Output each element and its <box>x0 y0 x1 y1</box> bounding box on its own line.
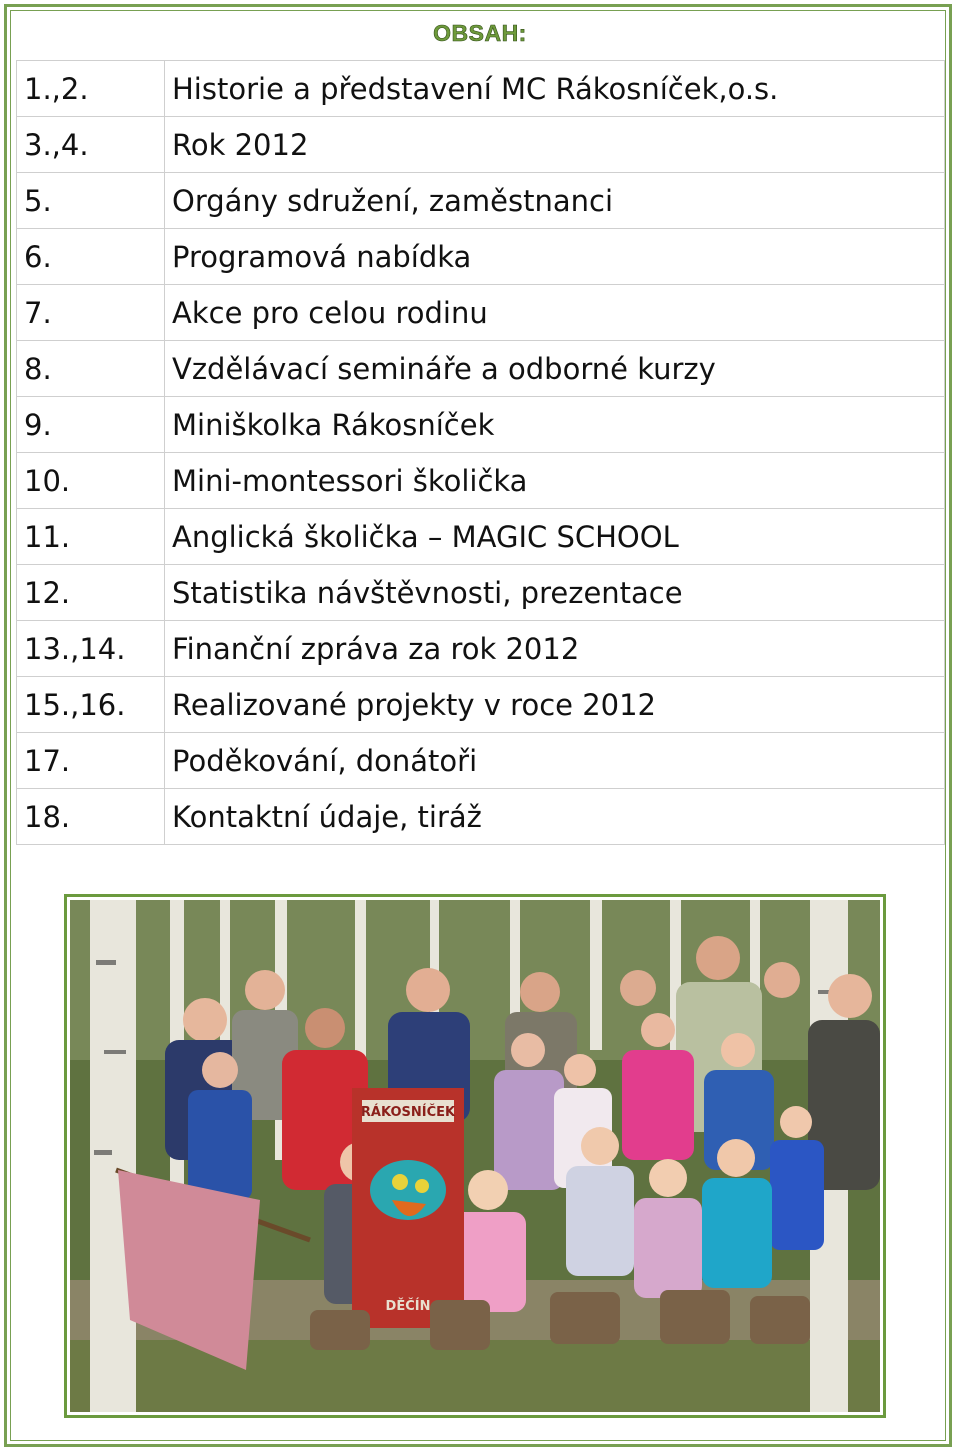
toc-page-number: 5. <box>17 173 165 229</box>
toc-section-title: Mini-montessori školička <box>165 453 945 509</box>
toc-section-title: Vzdělávací semináře a odborné kurzy <box>165 341 945 397</box>
toc-page-number: 3.,4. <box>17 117 165 173</box>
toc-page-number: 17. <box>17 733 165 789</box>
toc-page-number: 9. <box>17 397 165 453</box>
toc-page-number: 8. <box>17 341 165 397</box>
toc-row <box>17 341 945 397</box>
banner-bottom-text: DĚČÍN <box>385 1299 431 1314</box>
toc-row <box>17 621 945 677</box>
banner-text: RÁKOSNÍČEK <box>360 1105 456 1120</box>
toc-page-number: 18. <box>17 789 165 845</box>
toc-row <box>17 173 945 229</box>
toc-row <box>17 117 945 173</box>
toc-section-title: Anglická školička – MAGIC SCHOOL <box>165 509 945 565</box>
group-photo-illustration <box>70 900 880 1412</box>
toc-row <box>17 565 945 621</box>
group-photo <box>70 900 880 1412</box>
toc-row <box>17 509 945 565</box>
toc-section-title: Kontaktní údaje, tiráž <box>165 789 945 845</box>
toc-page-number: 10. <box>17 453 165 509</box>
toc-row <box>17 453 945 509</box>
page-title: OBSAH: <box>433 20 527 46</box>
toc-page-number: 1.,2. <box>17 61 165 117</box>
toc-section-title: Programová nabídka <box>165 229 945 285</box>
toc-page-number: 6. <box>17 229 165 285</box>
toc-page-number: 13.,14. <box>17 621 165 677</box>
toc-row <box>17 789 945 845</box>
toc-page-number: 12. <box>17 565 165 621</box>
toc-section-title: Orgány sdružení, zaměstnanci <box>165 173 945 229</box>
rakosnicek-banner <box>352 1088 464 1328</box>
toc-section-title: Historie a představení MC Rákosníček,o.s. <box>165 61 945 117</box>
table-of-contents <box>16 60 945 845</box>
toc-section-title: Akce pro celou rodinu <box>165 285 945 341</box>
toc-page-number: 7. <box>17 285 165 341</box>
toc-section-title: Realizované projekty v roce 2012 <box>165 677 945 733</box>
toc-row <box>17 229 945 285</box>
toc-section-title: Statistika návštěvnosti, prezentace <box>165 565 945 621</box>
toc-section-title: Miniškolka Rákosníček <box>165 397 945 453</box>
toc-row <box>17 733 945 789</box>
toc-row <box>17 285 945 341</box>
toc-row <box>17 397 945 453</box>
toc-section-title: Finanční zpráva za rok 2012 <box>165 621 945 677</box>
toc-page-number: 15.,16. <box>17 677 165 733</box>
group-photo-frame <box>64 894 886 1418</box>
toc-row <box>17 61 945 117</box>
toc-row <box>17 677 945 733</box>
toc-section-title: Poděkování, donátoři <box>165 733 945 789</box>
toc-section-title: Rok 2012 <box>165 117 945 173</box>
toc-page-number: 11. <box>17 509 165 565</box>
